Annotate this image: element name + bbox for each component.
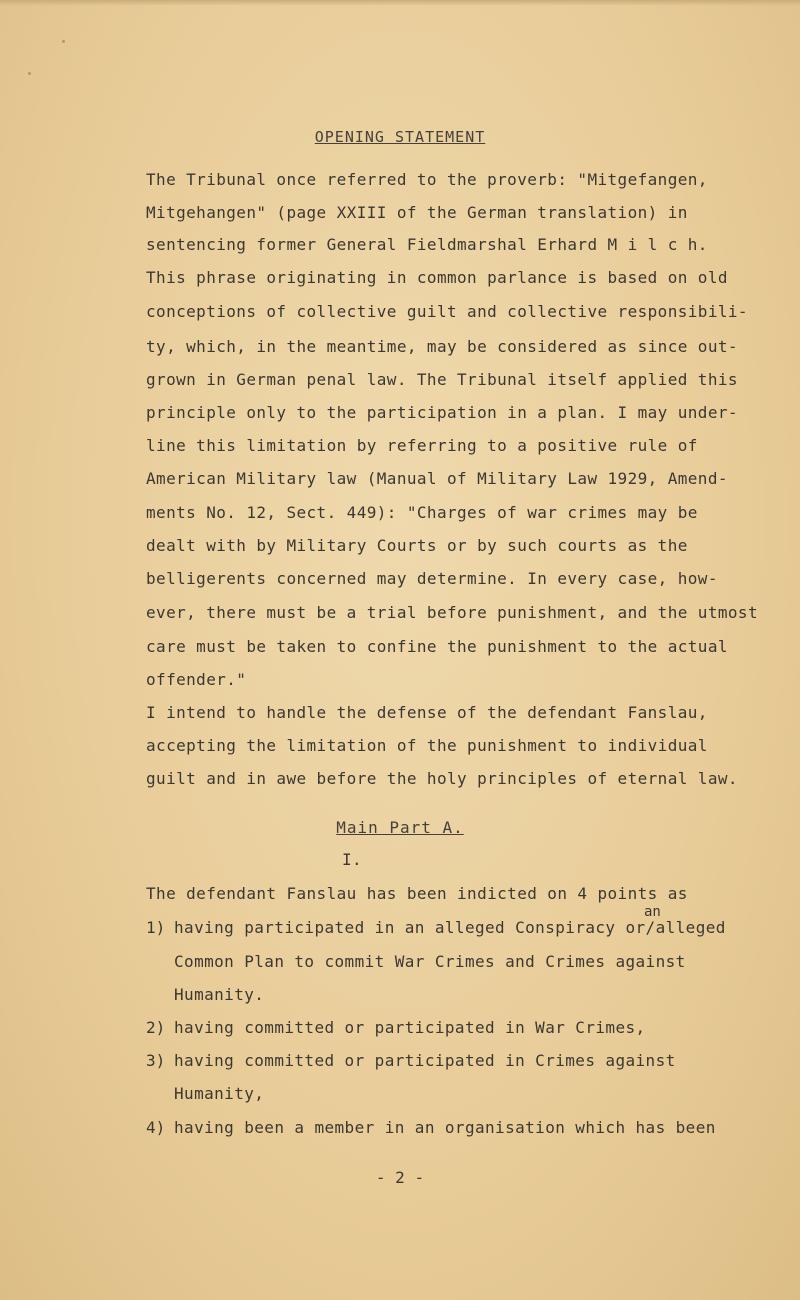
text-line: ty, which, in the meantime, may be considered as since out- bbox=[146, 337, 738, 356]
paper-edge-shadow bbox=[0, 0, 800, 6]
text-line: sentencing former General Fieldmarshal Erhard M i l c h. bbox=[146, 235, 708, 254]
point-number: 1) bbox=[146, 918, 166, 937]
indictment-intro: The defendant Fanslau has been indicted on 4 points as bbox=[146, 884, 688, 903]
point-line: having been a member in an organisation which has been bbox=[174, 1118, 716, 1137]
point-number: 2) bbox=[146, 1018, 166, 1037]
text-line: conceptions of collective guilt and collective responsibili- bbox=[146, 302, 748, 321]
insertion-note: an bbox=[644, 904, 661, 920]
paper-speck bbox=[28, 72, 31, 75]
text-line: This phrase originating in common parlance is based on old bbox=[146, 268, 728, 287]
text-line: ever, there must be a trial before punishment, and the utmost bbox=[146, 603, 759, 622]
text-line: American Military law (Manual of Military Law 1929, Amend- bbox=[146, 469, 728, 488]
text-line: belligerents concerned may determine. In every case, how- bbox=[146, 569, 718, 588]
page-number: - 2 - bbox=[375, 1168, 425, 1187]
section-heading: Main Part A. bbox=[336, 818, 464, 837]
point-number: 3) bbox=[146, 1051, 166, 1070]
point-line: Humanity. bbox=[174, 985, 265, 1004]
section-number: I. bbox=[342, 850, 363, 869]
text-line: ments No. 12, Sect. 449): "Charges of war crimes may be bbox=[146, 503, 698, 522]
point-line: having committed or participated in War Crimes, bbox=[174, 1018, 646, 1037]
text-line: line this limitation by referring to a positive rule of bbox=[146, 436, 698, 455]
text-line: dealt with by Military Courts or by such courts as the bbox=[146, 536, 688, 555]
point-line: having participated in an alleged Conspiracy or/alleged bbox=[174, 918, 726, 937]
point-number: 4) bbox=[146, 1118, 166, 1137]
text-line: care must be taken to confine the punishment to the actual bbox=[146, 637, 728, 656]
text-line: grown in German penal law. The Tribunal itself applied this bbox=[146, 370, 738, 389]
text-line: The Tribunal once referred to the proverb: "Mitgefangen, bbox=[146, 170, 708, 189]
point-line: Common Plan to commit War Crimes and Crimes against bbox=[174, 952, 686, 971]
paper-speck bbox=[62, 40, 65, 43]
text-line: offender." bbox=[146, 670, 247, 689]
text-line: accepting the limitation of the punishment to individual bbox=[146, 736, 708, 755]
text-line: principle only to the participation in a plan. I may under- bbox=[146, 403, 738, 422]
point-line: having committed or participated in Crimes against bbox=[174, 1051, 676, 1070]
text-line: guilt and in awe before the holy principles of eternal law. bbox=[146, 769, 738, 788]
text-line: Mitgehangen" (page XXIII of the German translation) in bbox=[146, 203, 688, 222]
point-line: Humanity, bbox=[174, 1084, 265, 1103]
text-line: I intend to handle the defense of the defendant Fanslau, bbox=[146, 703, 708, 722]
document-title: OPENING STATEMENT bbox=[314, 128, 486, 146]
